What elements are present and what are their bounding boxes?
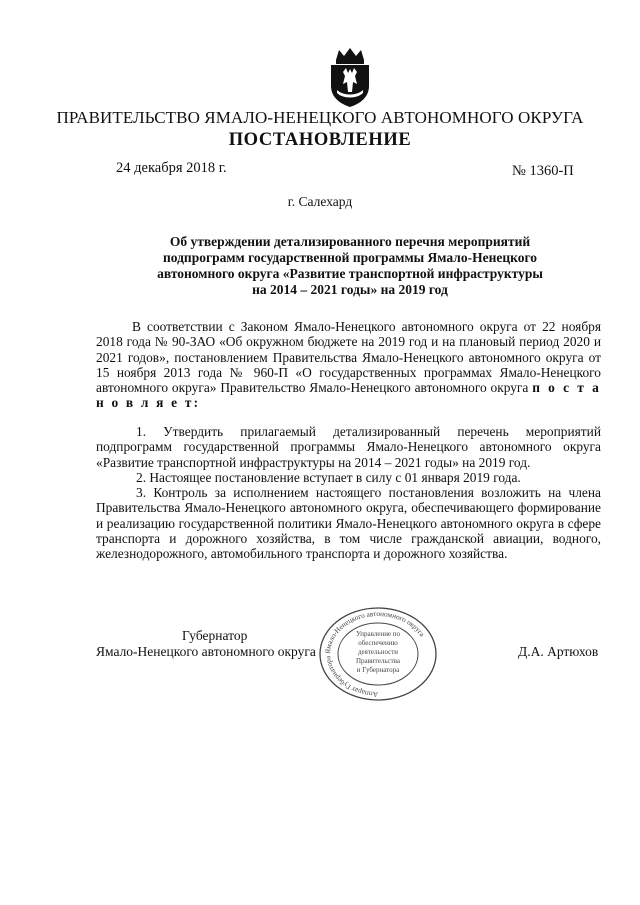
resolution-item: 1. Утвердить прилагаемый детализированный перечень мероприятий подпрограмм государственной программы Ямало-Ненецкого автономного округа «Развитие транспортной инфраструктуры на 2014 – 2021 годы» на 2019 год. [96,424,601,470]
seal-center-line: Правительства [355,657,401,665]
signatory-position: Губернатор [182,628,248,643]
heading-line: на 2014 – 2021 годы» на 2019 год [252,282,448,297]
seal-ring-text: Аппарат Губернатора Ямало-Ненецкого автономного округа [323,609,426,699]
document-type: ПОСТАНОВЛЕНИЕ [228,130,412,150]
signatory-title [96,628,316,660]
heading-line: Об утверждении детализированного перечня мероприятий [169,234,531,249]
coat-of-arms-icon [327,46,373,108]
seal-center-line: Управление по [355,630,401,638]
heading-line: автономного округа «Развитие транспортной инфраструктуры [157,266,543,281]
government-title: ПРАВИТЕЛЬСТВО ЯМАЛО-НЕНЕЦКОГО АВТОНОМНОГО ОКРУГА [56,108,584,127]
preamble-text: В соответствии с Законом Ямало-Ненецкого автономного округа от 22 ноября 2018 года № 90-ЗАО «Об окружном бюджете на 2019 год и на плановый период 2020 и 2021 годов», постановлением Правительства Ямало-Ненецкого автономного округа от 15 ноября 2013 года № 960-П «О государственных программах Ямало-Ненецкого автономного округа» Правительство Ямало-Ненецкого автономного округа [96,319,601,396]
document-heading [120,234,580,298]
resolution-item: 3. Контроль за исполнением настоящего постановления возложить на члена Правительства Ямало-Ненецкого автономного округа, обеспечивающего формирование и реализацию государственной политики Ямало-Ненецкого автономного округа в сфере транспорта и дорожного хозяйства, в том числе гражданской авиации, водного, железнодорожного, автомобильного транспорта и дорожного хозяйства. [96,485,601,562]
seal-center-line: деятельности [357,648,399,656]
resolution-item: 2. Настоящее постановление вступает в силу с 01 января 2019 года. [136,469,521,485]
document-date: 24 декабря 2018 г. [116,160,227,176]
heading-line: подпрограмм государственной программы Ямало-Ненецкого [162,250,538,265]
seal-center-line: и Губернатора [356,666,400,674]
official-seal-stamp [314,604,442,704]
resolution-items [96,424,601,562]
document-city: г. Салехард [287,194,353,209]
decree-word: п о с т а н о в л я е т: [96,380,601,411]
document-number: № 1360-П [512,163,574,179]
signatory-name: Д.А. Артюхов [518,644,599,659]
signatory-region: Ямало-Ненецкого автономного округа [96,644,316,659]
preamble-paragraph [96,319,601,411]
seal-center-line: обеспечению [358,639,398,647]
preamble-section [96,319,601,411]
